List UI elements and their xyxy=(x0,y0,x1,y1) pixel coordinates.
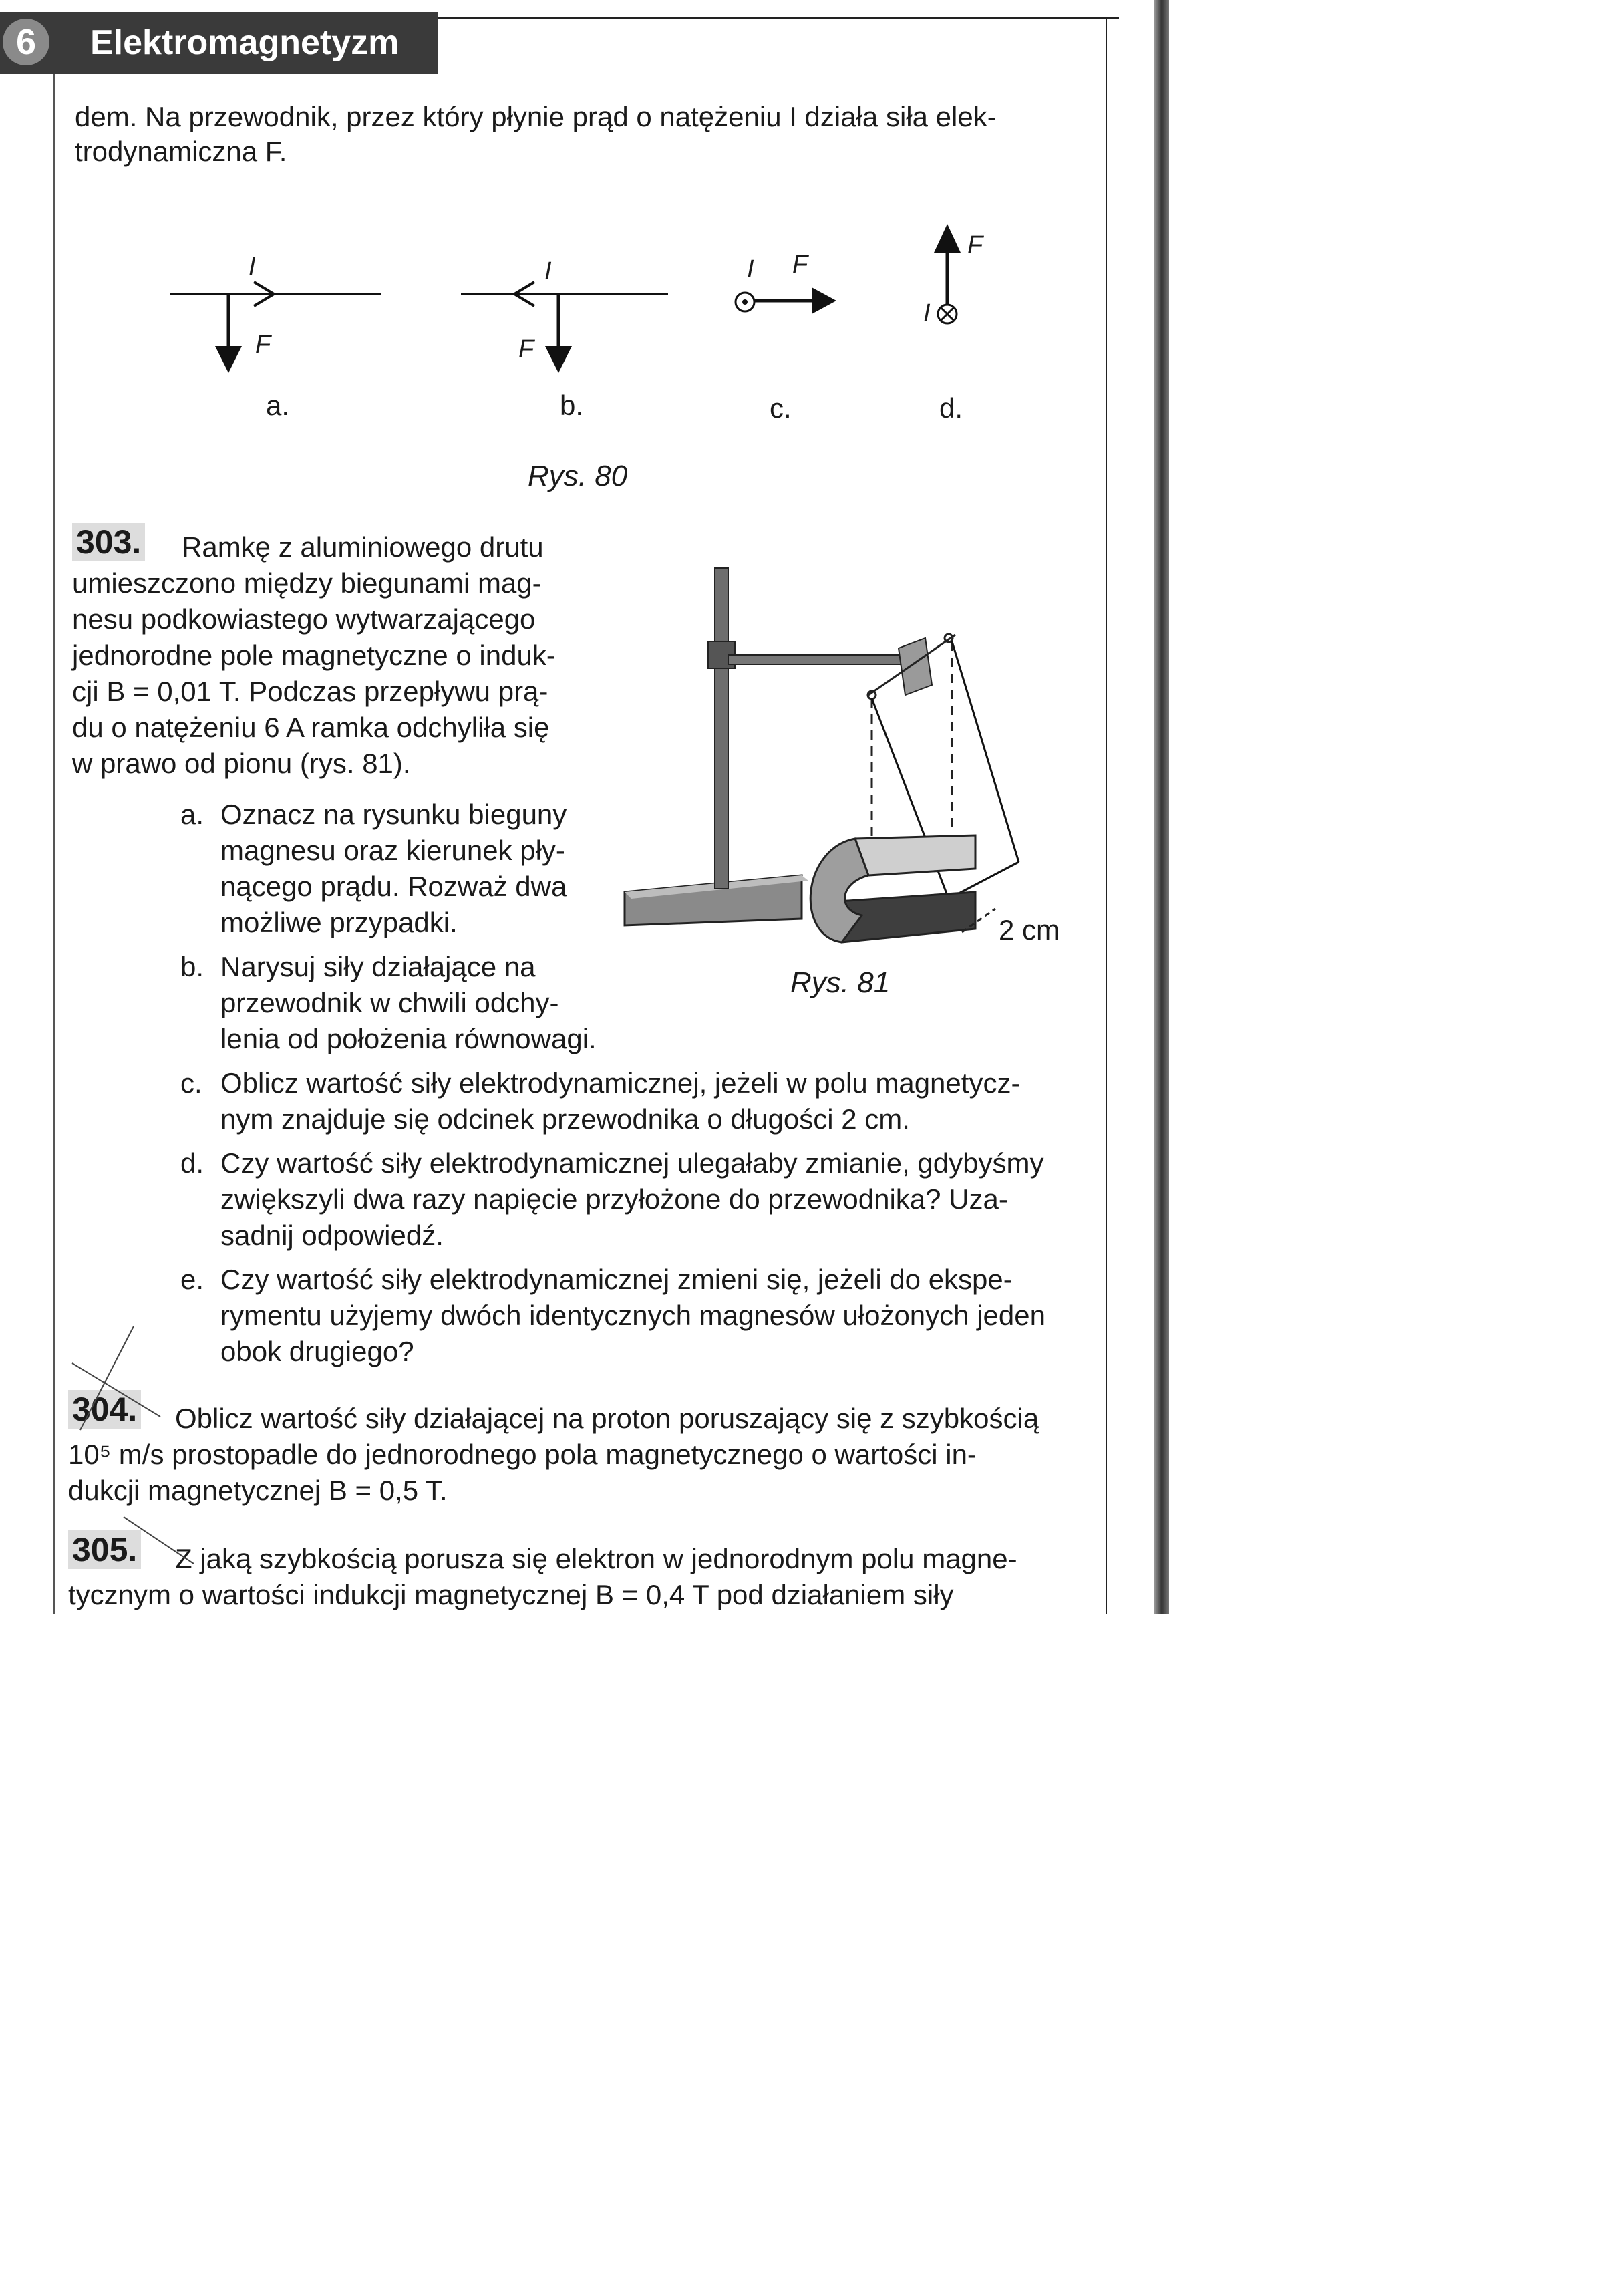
fig80-b-force-label: F xyxy=(518,335,534,364)
p303-item-b-line-1: Narysuj siły działające na xyxy=(220,951,536,982)
fig81-dimension-label: 2 cm xyxy=(999,914,1060,946)
problem-304-number: 304. xyxy=(68,1390,141,1429)
p303-item-c-line-2: nym znajduje się odcinek przewodnika o długości 2 cm. xyxy=(220,1103,910,1135)
fig80-c-force-label: F xyxy=(792,251,808,279)
p303-item-d-line-2: zwiększyli dwa razy napięcie przyłożone do przewodnika? Uza- xyxy=(220,1183,1008,1215)
p304-line-3: dukcji magnetycznej B = 0,5 T. xyxy=(68,1475,448,1506)
p303-item-a-line-1: Oznacz na rysunku bieguny xyxy=(220,799,567,830)
fig80-d-force-label: F xyxy=(967,231,983,259)
fig80-a-force-label: F xyxy=(255,331,271,359)
p303-item-d-line-3: sadnij odpowiedź. xyxy=(220,1219,444,1251)
p303-item-a-label: a. xyxy=(180,799,204,830)
p303-item-e-label: e. xyxy=(180,1264,204,1295)
chapter-title: Elektromagnetyzm xyxy=(90,23,399,62)
p305-line-2: tycznym o wartości indukcji magnetycznej B = 0,4 T pod działaniem siły xyxy=(68,1579,954,1610)
p303-item-d-line-1: Czy wartość siły elektrodynamicznej ulegałaby zmianie, gdybyśmy xyxy=(220,1147,1044,1179)
fig80-c-label: c. xyxy=(770,392,792,424)
fig80-a-label: a. xyxy=(266,390,290,421)
p303-item-b-line-2: przewodnik w chwili odchy- xyxy=(220,987,559,1018)
p303-line-1: Ramkę z aluminiowego drutu xyxy=(182,531,544,563)
p303-line-2: umieszczono między biegunami mag- xyxy=(72,567,542,599)
p304-line-2: 10⁵ m/s prostopadle do jednorodnego pola magnetycznego o wartości in- xyxy=(68,1439,977,1470)
p303-item-a-line-3: nącego prądu. Rozważ dwa xyxy=(220,871,567,902)
fig80-d-label: d. xyxy=(939,392,963,424)
p303-item-d-label: d. xyxy=(180,1147,204,1179)
p303-item-e-line-1: Czy wartość siły elektrodynamicznej zmieni się, jeżeli do ekspe- xyxy=(220,1264,1013,1295)
p303-item-a-line-2: magnesu oraz kierunek pły- xyxy=(220,835,565,866)
fig80-caption: Rys. 80 xyxy=(528,460,628,492)
intro-line-2: trodynamiczna F. xyxy=(75,136,287,167)
fig80-c-current-label: I xyxy=(747,255,754,283)
p303-line-6: du o natężeniu 6 A ramka odchyliła się xyxy=(72,712,550,743)
p303-line-3: nesu podkowiastego wytwarzającego xyxy=(72,603,536,635)
intro-line-1: dem. Na przewodnik, przez który płynie prąd o natężeniu I działa siła elek- xyxy=(75,101,997,132)
p303-item-e-line-3: obok drugiego? xyxy=(220,1336,414,1367)
p303-item-c-label: c. xyxy=(180,1067,202,1099)
p304-line-1: Oblicz wartość siły działającej na proton poruszający się z szybkością xyxy=(175,1403,1039,1434)
p303-line-4: jednorodne pole magnetyczne o induk- xyxy=(72,639,556,671)
p303-item-b-label: b. xyxy=(180,951,204,982)
fig81-caption: Rys. 81 xyxy=(790,966,891,999)
p305-line-1: Z jaką szybkością porusza się elektron w jednorodnym polu magne- xyxy=(175,1543,1017,1574)
p303-line-7: w prawo od pionu (rys. 81). xyxy=(72,748,411,779)
fig80-a-current-label: I xyxy=(249,253,256,281)
problem-305-number: 305. xyxy=(68,1530,141,1569)
chapter-number: 6 xyxy=(3,19,49,65)
fig80-d-current-label: I xyxy=(923,299,931,327)
p303-item-e-line-2: rymentu użyjemy dwóch identycznych magnesów ułożonych jeden xyxy=(220,1300,1045,1331)
p303-item-c-line-1: Oblicz wartość siły elektrodynamicznej, jeżeli w polu magnetycz- xyxy=(220,1067,1021,1099)
p303-line-5: cji B = 0,01 T. Podczas przepływu prą- xyxy=(72,676,548,707)
p303-item-a-line-4: możliwe przypadki. xyxy=(220,907,458,938)
problem-303-number: 303. xyxy=(72,523,145,561)
fig80-b-label: b. xyxy=(560,390,584,421)
fig80-b-current-label: I xyxy=(544,257,552,285)
p303-item-b-line-3: lenia od położenia równowagi. xyxy=(220,1023,597,1054)
